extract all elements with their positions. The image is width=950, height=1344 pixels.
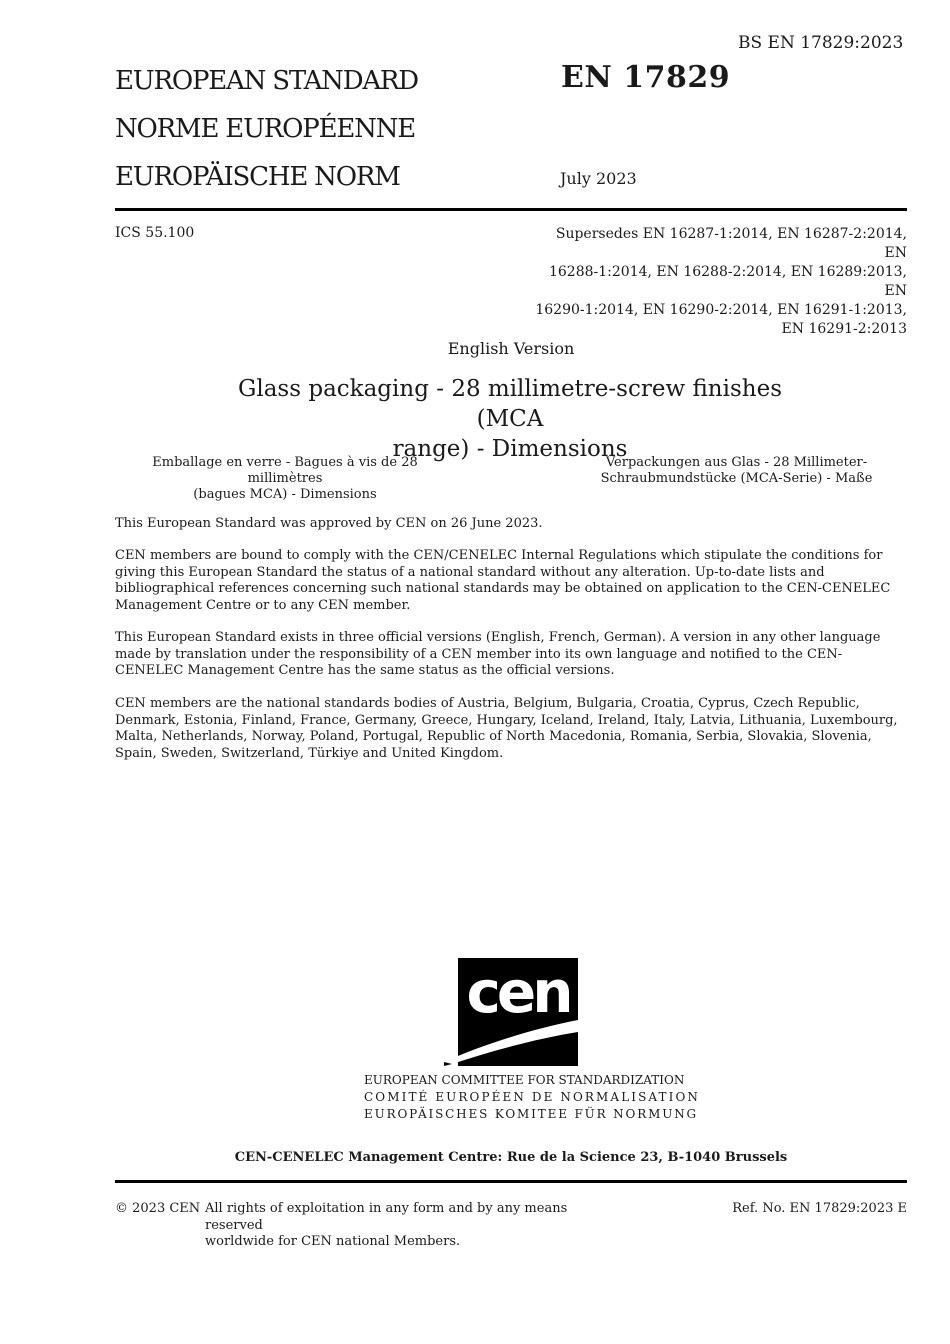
supersedes-line: EN 16291-2:2013 (781, 321, 907, 337)
versions-paragraph: This European Standard exists in three official versions (English, French, German). A version in any other language made by translation under the responsibility of a CEN member into its own language and notified to the CEN-CENELEC Management Centre has the same status as the official versions. (115, 630, 881, 679)
management-centre-address: CEN-CENELEC Management Centre: Rue de la Science 23, B-1040 Brussels (234, 1150, 788, 1165)
title-line: Glass packaging - 28 millimetre-screw finishes (MCA (237, 376, 782, 432)
bs-reference: BS EN 17829:2023 (738, 33, 904, 53)
french-title (115, 455, 455, 503)
members-paragraph: CEN members are the national standards bodies of Austria, Belgium, Bulgaria, Croatia, Cyprus, Czech Republic, Denmark, Estonia, Finland, France, Germany, Greece, Hungary, Iceland, Ireland, Italy, Latvia, Lithuania, Luxembourg, Malta, Netherlands, Norway, Poland, Portugal, Republic of North Macedonia, Romania, Serbia, Slovakia, Slovenia, Spain, Sweden, Switzerland, Türkiye and United Kingdom. (115, 696, 898, 762)
committee-name-de: EUROPÄISCHES KOMITEE FÜR NORMUNG (364, 1107, 698, 1121)
standard-name-de: EUROPÄISCHE NORM (115, 162, 400, 192)
version-label: English Version (447, 339, 575, 358)
publication-date: July 2023 (560, 169, 637, 188)
supersedes-note (535, 225, 907, 339)
ics-code: ICS 55.100 (115, 225, 195, 241)
german-title-line: Schraubmundstücke (MCA-Serie) - Maße (600, 471, 873, 486)
reference-number: Ref. No. EN 17829:2023 E (732, 1201, 907, 1216)
title-line: range) - Dimensions (392, 436, 628, 462)
cen-logo-text: cen (466, 958, 570, 1026)
standard-number: EN 17829 (561, 60, 731, 95)
header-divider (115, 208, 907, 211)
supersedes-line: Supersedes EN 16287-1:2014, EN 16287-2:2014, EN (555, 226, 907, 261)
copyright: © 2023 CEN (115, 1201, 201, 1216)
compliance-paragraph: CEN members are bound to comply with the CEN/CENELEC Internal Regulations which stipulate the conditions for giving this European Standard the status of a national standard without any alteration. Up-to-date lists and bibliographical references concerning such national standards may be obtained on application to the CEN-CENELEC Management Centre or to any CEN member. (115, 548, 891, 614)
standard-name-en: EUROPEAN STANDARD (115, 66, 418, 96)
french-title-line: Emballage en verre - Bagues à vis de 28 millimètres (152, 455, 418, 486)
committee-name-fr: COMITÉ EUROPÉEN DE NORMALISATION (364, 1090, 701, 1104)
committee-name-en: EUROPEAN COMMITTEE FOR STANDARDIZATION (364, 1073, 685, 1087)
supersedes-line: 16288-1:2014, EN 16288-2:2014, EN 16289:2013, EN (548, 264, 907, 299)
footer-divider (115, 1180, 907, 1183)
cen-logo (444, 958, 578, 1066)
document-title (215, 374, 805, 464)
rights-statement (205, 1201, 625, 1251)
supersedes-line: 16290-1:2014, EN 16290-2:2014, EN 16291-1:2013, (535, 302, 907, 318)
standard-name-fr: NORME EUROPÉENNE (115, 114, 416, 144)
german-title-line: Verpackungen aus Glas - 28 Millimeter- (605, 455, 868, 470)
approval-paragraph: This European Standard was approved by CEN on 26 June 2023. (115, 516, 543, 531)
rights-line: All rights of exploitation in any form and by any means reserved (205, 1201, 568, 1233)
german-title (566, 455, 907, 487)
rights-line: worldwide for CEN national Members. (205, 1234, 461, 1249)
french-title-line: (bagues MCA) - Dimensions (193, 487, 377, 502)
